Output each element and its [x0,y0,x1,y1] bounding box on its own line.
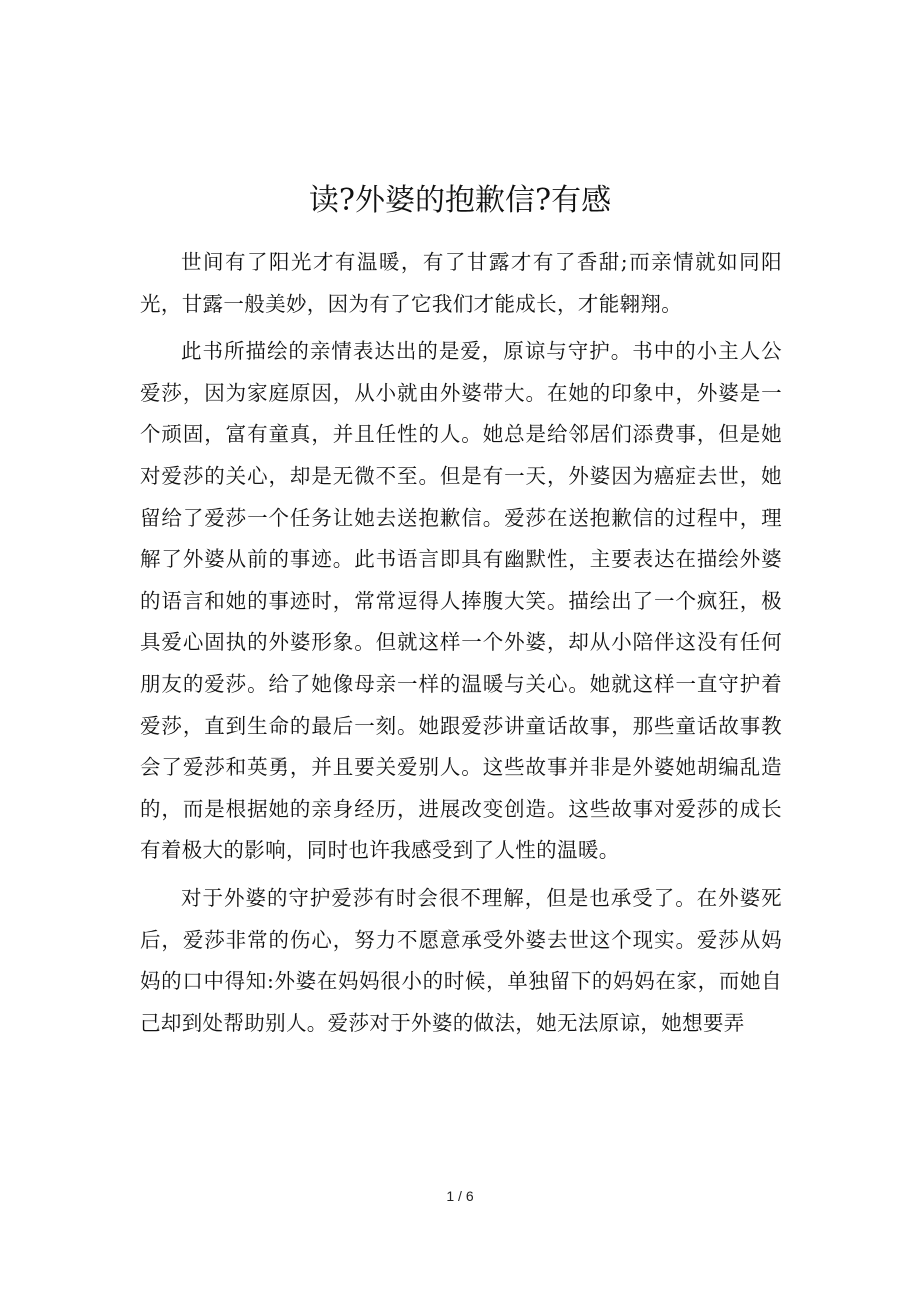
document-body [140,242,782,1050]
document-title: 读?外婆的抱歉信?有感 [308,183,612,218]
page-number: 1 / 6 [446,1188,474,1204]
paragraph-3: 对于外婆的守护爱莎有时会很不理解，但是也承受了。在外婆死后，爱莎非常的伤心，努力不愿意承受外婆去世这个现实。爱莎从妈妈的口中得知:外婆在妈妈很小的时候，单独留下的妈妈在家，而她自己却到处帮助别人。爱莎对于外婆的做法，她无法原谅，她想要弄 [140,885,782,1035]
paragraph-2: 此书所描绘的亲情表达出的是爱，原谅与守护。书中的小主人公爱莎，因为家庭原因，从小就由外婆带大。在她的印象中，外婆是一个顽固，富有童真，并且任性的人。她总是给邻居们添费事，但是她对爱莎的关心，却是无微不至。但是有一天，外婆因为癌症去世，她留给了爱莎一个任务让她去送抱歉信。爱莎在送抱歉信的过程中，理解了外婆从前的事迹。此书语言即具有幽默性，主要表达在描绘外婆的语言和她的事迹时，常常逗得人捧腹大笑。描绘出了一个疯狂，极具爱心固执的外婆形象。但就这样一个外婆，却从小陪伴这没有任何朋友的爱莎。给了她像母亲一样的温暖与关心。她就这样一直守护着爱莎，直到生命的最后一刻。她跟爱莎讲童话故事，那些童话故事教会了爱莎和英勇，并且要关爱别人。这些故事并非是外婆她胡编乱造的，而是根据她的亲身经历，进展改变创造。这些故事对爱莎的成长有着极大的影响，同时也许我感受到了人性的温暖。 [140,339,782,863]
paragraph-1: 世间有了阳光才有温暖，有了甘露才有了香甜;而亲情就如同阳光，甘露一般美妙，因为有了它我们才能成长，才能翱翔。 [140,250,782,316]
